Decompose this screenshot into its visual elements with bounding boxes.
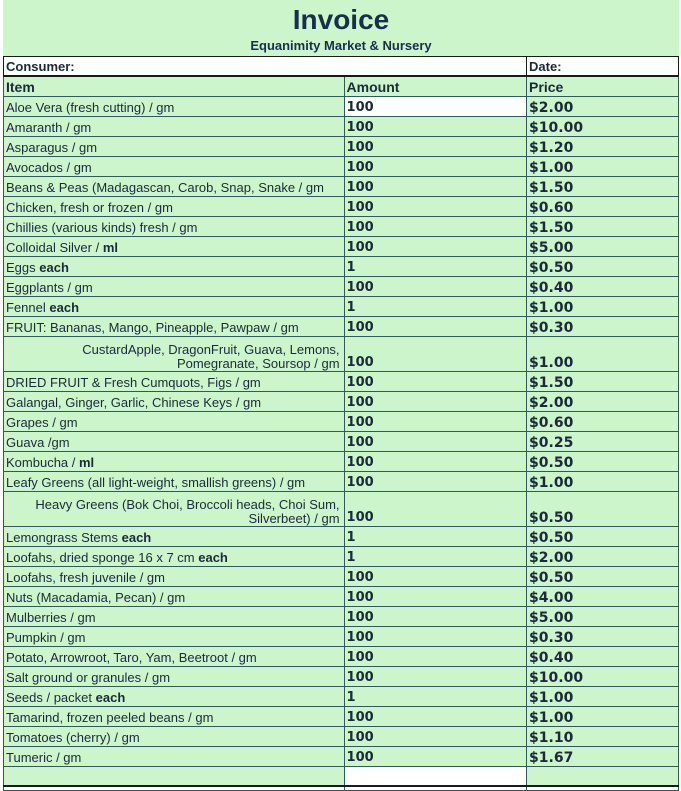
amount-cell[interactable]: 100 — [344, 392, 527, 412]
price-cell[interactable]: $1.00 — [527, 297, 679, 317]
item-name-cell[interactable] — [4, 707, 345, 727]
item-name-cell[interactable] — [4, 197, 345, 217]
amount-cell[interactable]: 100 — [344, 317, 527, 337]
item-name: CustardApple, DragonFruit, Guava, Lemons, Pomegranate, Soursop / gm — [82, 342, 340, 371]
table-row — [4, 317, 679, 337]
item-name: Pumpkin / gm — [6, 630, 86, 645]
price-cell[interactable]: $1.10 — [527, 727, 679, 747]
amount-cell[interactable]: 100 — [344, 412, 527, 432]
table-row — [4, 667, 679, 687]
price-cell[interactable]: $0.25 — [527, 432, 679, 452]
amount-cell[interactable]: 100 — [344, 337, 527, 372]
item-name: Amaranth / gm — [6, 120, 92, 135]
price-cell[interactable]: $0.50 — [527, 452, 679, 472]
item-name: Tumeric / gm — [6, 750, 82, 765]
table-row — [4, 472, 679, 492]
table-row — [4, 527, 679, 547]
item-name: Beans & Peas (Madagascan, Carob, Snap, Snake / gm — [6, 180, 324, 195]
blank-amount-cell[interactable] — [344, 767, 527, 787]
price-cell[interactable]: $1.00 — [527, 157, 679, 177]
item-name: Salt ground or granules / gm — [6, 670, 171, 685]
price-cell[interactable]: $4.00 — [527, 587, 679, 607]
invoice-header — [3, 0, 679, 56]
item-name: Colloidal Silver / — [6, 240, 103, 255]
item-unit: each — [95, 690, 126, 705]
item-name: Potato, Arrowroot, Taro, Yam, Beetroot / gm — [6, 650, 257, 665]
table-row — [4, 747, 679, 767]
price-cell[interactable]: $1.00 — [527, 707, 679, 727]
item-name-cell[interactable] — [4, 392, 345, 412]
price-cell[interactable]: $2.00 — [527, 547, 679, 567]
amount-cell[interactable]: 100 — [344, 707, 527, 727]
blank-item-cell[interactable] — [4, 767, 345, 787]
amount-cell[interactable]: 100 — [344, 587, 527, 607]
item-name: Chicken, fresh or frozen / gm — [6, 200, 173, 215]
table-row — [4, 197, 679, 217]
table-row — [4, 707, 679, 727]
amount-cell[interactable]: 100 — [344, 607, 527, 627]
item-name: Asparagus / gm — [6, 140, 98, 155]
table-row — [4, 687, 679, 707]
price-cell[interactable]: $5.00 — [527, 607, 679, 627]
table-row — [4, 117, 679, 137]
item-name: Fennel — [6, 300, 50, 315]
invoice-title: Invoice — [292, 4, 390, 35]
price-cell[interactable]: $2.00 — [527, 97, 679, 117]
amount-cell[interactable]: 100 — [344, 177, 527, 197]
item-name: Kombucha / — [6, 455, 79, 470]
invoice-sheet — [3, 0, 679, 790]
amount-cell[interactable]: 100 — [344, 667, 527, 687]
item-name: Chillies (various kinds) fresh / gm — [6, 220, 198, 235]
price-cell[interactable]: $0.60 — [527, 412, 679, 432]
column-header-row — [4, 76, 679, 97]
column-header-price: Price — [527, 76, 679, 97]
item-name-cell[interactable] — [4, 97, 345, 117]
date-label[interactable]: Date: — [527, 57, 679, 77]
table-row — [4, 137, 679, 157]
item-name-cell[interactable] — [4, 277, 345, 297]
amount-cell[interactable]: 1 — [344, 687, 527, 707]
item-name: FRUIT: Bananas, Mango, Pineapple, Pawpaw / gm — [6, 320, 299, 335]
item-name-cell[interactable] — [4, 587, 345, 607]
price-cell[interactable]: $0.50 — [527, 492, 679, 527]
price-cell[interactable]: $1.20 — [527, 137, 679, 157]
item-name-cell[interactable] — [4, 547, 345, 567]
item-name-cell[interactable] — [4, 297, 345, 317]
amount-cell[interactable]: 100 — [344, 567, 527, 587]
amount-cell[interactable]: 1 — [344, 527, 527, 547]
item-unit: each — [39, 260, 69, 275]
item-name: Leafy Greens (all light-weight, smallish greens) / gm — [6, 475, 306, 490]
table-row — [4, 372, 679, 392]
item-name: Tomatoes (cherry) / gm — [6, 730, 140, 745]
item-name-cell[interactable] — [4, 137, 345, 157]
amount-cell[interactable]: 1 — [344, 257, 527, 277]
item-name: Loofahs, dried sponge 16 x 7 cm — [6, 550, 199, 565]
price-cell[interactable]: $10.00 — [527, 117, 679, 137]
item-name-cell[interactable] — [4, 727, 345, 747]
item-name-cell[interactable] — [4, 157, 345, 177]
amount-cell[interactable]: 100 — [344, 157, 527, 177]
amount-cell[interactable]: 100 — [344, 97, 527, 117]
price-cell[interactable]: $1.67 — [527, 747, 679, 767]
item-name-cell[interactable] — [4, 747, 345, 767]
table-row — [4, 277, 679, 297]
column-header-amount: Amount — [344, 76, 527, 97]
price-cell[interactable]: $0.50 — [527, 257, 679, 277]
table-row — [4, 297, 679, 317]
price-cell[interactable]: $1.00 — [527, 337, 679, 372]
item-name: Heavy Greens (Bok Choi, Broccoli heads, Choi Sum, Silverbeet) / gm — [35, 497, 340, 526]
table-row — [4, 337, 679, 372]
item-unit: each — [198, 550, 228, 565]
amount-cell[interactable]: 100 — [344, 237, 527, 257]
amount-cell[interactable]: 100 — [344, 277, 527, 297]
item-name-cell[interactable] — [4, 217, 345, 237]
price-cell[interactable]: $1.50 — [527, 372, 679, 392]
table-row — [4, 587, 679, 607]
table-row — [4, 567, 679, 587]
invoice-table — [3, 56, 679, 791]
item-name: Aloe Vera (fresh cutting) / gm — [6, 100, 175, 115]
item-name-cell[interactable] — [4, 647, 345, 667]
amount-cell[interactable]: 100 — [344, 627, 527, 647]
price-cell[interactable]: $0.50 — [527, 567, 679, 587]
table-row — [4, 492, 679, 527]
amount-cell[interactable]: 100 — [344, 492, 527, 527]
item-name-cell[interactable] — [4, 627, 345, 647]
item-name-cell[interactable] — [4, 412, 345, 432]
item-name: DRIED FRUIT & Fresh Cumquots, Figs / gm — [6, 375, 261, 390]
item-name-cell[interactable] — [4, 237, 345, 257]
amount-cell[interactable]: 100 — [344, 647, 527, 667]
amount-cell[interactable]: 100 — [344, 372, 527, 392]
table-row — [4, 727, 679, 747]
item-name: Loofahs, fresh juvenile / gm — [6, 570, 165, 585]
item-name-cell[interactable] — [4, 432, 345, 452]
item-name-cell[interactable] — [4, 472, 345, 492]
table-row — [4, 647, 679, 667]
item-name: Nuts (Macadamia, Pecan) / gm — [6, 590, 186, 605]
table-row — [4, 627, 679, 647]
item-name: Mulberries / gm — [6, 610, 96, 625]
item-name-cell[interactable] — [4, 667, 345, 687]
item-name-cell[interactable] — [4, 177, 345, 197]
item-name: Eggs — [6, 260, 40, 275]
item-unit: each — [121, 530, 152, 545]
price-cell[interactable]: $0.60 — [527, 197, 679, 217]
item-name-cell[interactable] — [4, 257, 345, 277]
amount-cell[interactable]: 100 — [344, 472, 527, 492]
table-row — [4, 452, 679, 472]
amount-cell[interactable]: 100 — [344, 117, 527, 137]
item-name-cell[interactable] — [4, 317, 345, 337]
invoice-subtitle: Equanimity Market & Nursery — [250, 38, 432, 53]
table-row — [4, 257, 679, 277]
item-name-cell[interactable] — [4, 372, 345, 392]
price-cell[interactable]: $2.00 — [527, 392, 679, 412]
item-name: Tamarind, frozen peeled beans / gm — [6, 710, 214, 725]
amount-cell[interactable]: 1 — [344, 297, 527, 317]
table-row — [4, 97, 679, 117]
table-row — [4, 177, 679, 197]
amount-cell[interactable]: 100 — [344, 747, 527, 767]
amount-cell[interactable]: 100 — [344, 452, 527, 472]
amount-cell[interactable]: 100 — [344, 432, 527, 452]
item-name: Eggplants / gm — [6, 280, 93, 295]
amount-cell[interactable]: 100 — [344, 137, 527, 157]
consumer-label[interactable]: Consumer: — [4, 57, 345, 77]
item-name-cell[interactable] — [4, 492, 345, 527]
item-unit: ml — [79, 455, 95, 470]
item-name-cell[interactable] — [4, 117, 345, 137]
blank-row — [4, 767, 679, 787]
amount-cell[interactable]: 1 — [344, 547, 527, 567]
blank-price-cell[interactable] — [527, 767, 679, 787]
table-row — [4, 607, 679, 627]
price-cell[interactable]: $0.30 — [527, 317, 679, 337]
item-name-cell[interactable] — [4, 527, 345, 547]
item-name-cell[interactable] — [4, 452, 345, 472]
price-cell[interactable]: $0.30 — [527, 627, 679, 647]
column-header-item: Item — [4, 76, 345, 97]
price-cell[interactable]: $1.50 — [527, 177, 679, 197]
consumer-value[interactable] — [344, 57, 527, 77]
table-row — [4, 432, 679, 452]
item-name: Galangal, Ginger, Garlic, Chinese Keys / gm — [6, 395, 262, 410]
item-unit: each — [49, 300, 80, 315]
item-name: Guava /gm — [6, 435, 70, 450]
item-name-cell[interactable] — [4, 567, 345, 587]
amount-cell[interactable]: 100 — [344, 217, 527, 237]
item-name-cell[interactable] — [4, 337, 345, 372]
amount-cell[interactable]: 100 — [344, 727, 527, 747]
price-cell[interactable]: $1.00 — [527, 472, 679, 492]
table-row — [4, 392, 679, 412]
table-row — [4, 547, 679, 567]
price-cell[interactable]: $0.40 — [527, 277, 679, 297]
table-row — [4, 412, 679, 432]
table-row — [4, 217, 679, 237]
consumer-row — [4, 57, 679, 77]
price-cell[interactable]: $1.50 — [527, 217, 679, 237]
table-row — [4, 157, 679, 177]
item-name: Grapes / gm — [6, 415, 78, 430]
item-name: Seeds / packet — [6, 690, 96, 705]
price-cell[interactable]: $5.00 — [527, 237, 679, 257]
price-cell[interactable]: $10.00 — [527, 667, 679, 687]
amount-cell[interactable]: 100 — [344, 197, 527, 217]
item-name: Lemongrass Stems — [6, 530, 122, 545]
item-name-cell[interactable] — [4, 607, 345, 627]
price-cell[interactable]: $0.40 — [527, 647, 679, 667]
price-cell[interactable]: $1.00 — [527, 687, 679, 707]
table-row — [4, 237, 679, 257]
item-name: Avocados / gm — [6, 160, 92, 175]
item-name-cell[interactable] — [4, 687, 345, 707]
item-unit: ml — [102, 240, 118, 255]
price-cell[interactable]: $0.50 — [527, 527, 679, 547]
